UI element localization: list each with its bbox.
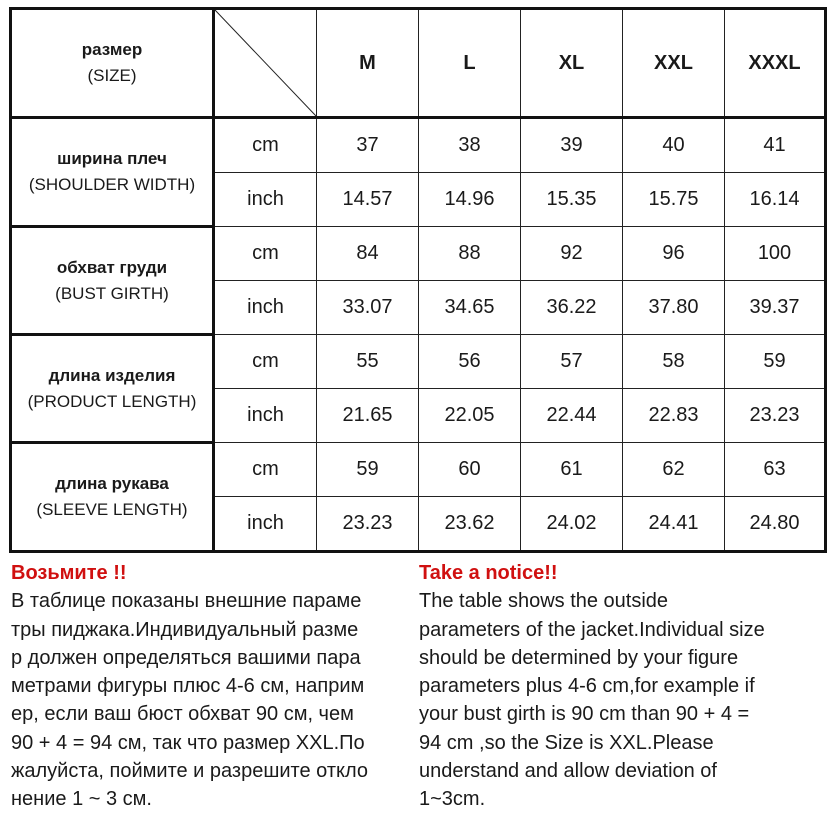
value-cell: 33.07 bbox=[317, 281, 419, 335]
value-cell: 59 bbox=[725, 335, 826, 389]
value-cell: 92 bbox=[521, 227, 623, 281]
unit-cell: cm bbox=[214, 227, 317, 281]
value-cell: 63 bbox=[725, 443, 826, 497]
measurement-name-ru: длина изделия bbox=[48, 365, 176, 385]
value-cell: 100 bbox=[725, 227, 826, 281]
value-cell: 59 bbox=[317, 443, 419, 497]
notice-ru-line: ер, если ваш бюст обхват 90 см, чем bbox=[11, 703, 354, 726]
value-cell: 40 bbox=[623, 118, 725, 173]
measurement-name-ru: длина рукава bbox=[55, 474, 169, 493]
notice-en-title: Take a notice!! bbox=[419, 562, 558, 584]
unit-cell: inch bbox=[214, 497, 317, 552]
notice-en-line: 1~3cm. bbox=[419, 788, 486, 811]
unit-cell: cm bbox=[214, 443, 317, 497]
table-row bbox=[11, 443, 826, 497]
value-cell: 14.57 bbox=[317, 173, 419, 227]
table-row bbox=[11, 118, 826, 173]
value-cell: 58 bbox=[623, 335, 725, 389]
value-cell: 62 bbox=[623, 443, 725, 497]
notice-en-line: understand and allow deviation of bbox=[419, 760, 717, 783]
value-cell: 56 bbox=[419, 335, 521, 389]
size-header-xxxl: XXXL bbox=[725, 9, 826, 118]
notice-ru-line: 90 + 4 = 94 см, так что размер XXL.По bbox=[11, 731, 365, 754]
value-cell: 15.75 bbox=[623, 173, 725, 227]
value-cell: 34.65 bbox=[419, 281, 521, 335]
value-cell: 23.23 bbox=[725, 389, 826, 443]
value-cell: 23.23 bbox=[317, 497, 419, 552]
notice-ru-title: Возьмите !! bbox=[11, 562, 127, 584]
notice-en-line: parameters plus 4-6 cm,for example if bbox=[419, 675, 755, 698]
notice-ru-line: р должен определяться вашими пара bbox=[11, 646, 361, 669]
notice-ru-line: метрами фигуры плюс 4-6 см, наприм bbox=[11, 675, 365, 698]
notice-ru-line: тры пиджака.Индивидуальный разме bbox=[11, 618, 359, 641]
value-cell: 24.80 bbox=[725, 497, 826, 552]
value-cell: 36.22 bbox=[521, 281, 623, 335]
measurement-name-cell bbox=[11, 335, 214, 443]
notice-en-line: should be determined by your figure bbox=[419, 646, 739, 669]
value-cell: 22.44 bbox=[521, 389, 623, 443]
value-cell: 24.41 bbox=[623, 497, 725, 552]
notice-en-line: The table shows the outside bbox=[419, 590, 669, 613]
value-cell: 37.80 bbox=[623, 281, 725, 335]
measurement-name-en: (PRODUCT LENGTH) bbox=[27, 391, 197, 411]
notice-ru-line: В таблице показаны внешние параме bbox=[11, 590, 362, 613]
measurement-name-cell bbox=[11, 118, 214, 227]
size-label-en: (SIZE) bbox=[87, 66, 137, 85]
measurement-name-cell bbox=[11, 443, 214, 552]
value-cell: 39.37 bbox=[725, 281, 826, 335]
value-cell: 37 bbox=[317, 118, 419, 173]
size-header-l: L bbox=[419, 9, 521, 118]
size-label-ru: размер bbox=[81, 40, 143, 59]
value-cell: 16.14 bbox=[725, 173, 826, 227]
measurement-name-ru: ширина плеч bbox=[57, 149, 167, 168]
unit-cell: inch bbox=[214, 281, 317, 335]
notice-ru-line: жалуйста, поймите и разрешите откло bbox=[11, 760, 369, 783]
diagonal-line bbox=[215, 10, 316, 116]
table-row bbox=[11, 335, 826, 389]
value-cell: 21.65 bbox=[317, 389, 419, 443]
value-cell: 41 bbox=[725, 118, 826, 173]
size-chart-table bbox=[9, 7, 827, 553]
unit-cell: cm bbox=[214, 335, 317, 389]
measurement-name-cell bbox=[11, 227, 214, 335]
notice-en-line: your bust girth is 90 cm than 90 + 4 = bbox=[419, 703, 750, 726]
notice-en bbox=[419, 559, 824, 814]
value-cell: 38 bbox=[419, 118, 521, 173]
diagonal-corner-cell bbox=[214, 9, 317, 118]
notice-en-line: 94 cm ,so the Size is XXL.Please bbox=[419, 731, 714, 754]
value-cell: 57 bbox=[521, 335, 623, 389]
value-cell: 96 bbox=[623, 227, 725, 281]
notice-ru-line: нение 1 ~ 3 см. bbox=[11, 788, 152, 811]
value-cell: 55 bbox=[317, 335, 419, 389]
measurement-name-en: (SHOULDER WIDTH) bbox=[28, 175, 196, 194]
value-cell: 60 bbox=[419, 443, 521, 497]
size-header-xl: XL bbox=[521, 9, 623, 118]
value-cell: 15.35 bbox=[521, 173, 623, 227]
value-cell: 88 bbox=[419, 227, 521, 281]
notice-ru bbox=[11, 559, 411, 814]
value-cell: 22.05 bbox=[419, 389, 521, 443]
measurement-name-en: (SLEEVE LENGTH) bbox=[36, 500, 188, 519]
notice-en-line: parameters of the jacket.Individual size bbox=[419, 618, 765, 641]
unit-cell: inch bbox=[214, 173, 317, 227]
table-row bbox=[11, 227, 826, 281]
measurement-name-ru: обхват груди bbox=[56, 257, 168, 277]
unit-cell: inch bbox=[214, 389, 317, 443]
value-cell: 24.02 bbox=[521, 497, 623, 552]
size-header-xxl: XXL bbox=[623, 9, 725, 118]
size-header-m: M bbox=[317, 9, 419, 118]
value-cell: 39 bbox=[521, 118, 623, 173]
value-cell: 23.62 bbox=[419, 497, 521, 552]
value-cell: 84 bbox=[317, 227, 419, 281]
unit-cell: cm bbox=[214, 118, 317, 173]
value-cell: 61 bbox=[521, 443, 623, 497]
measurement-name-en: (BUST GIRTH) bbox=[55, 283, 169, 303]
size-label-cell bbox=[11, 9, 214, 118]
value-cell: 14.96 bbox=[419, 173, 521, 227]
value-cell: 22.83 bbox=[623, 389, 725, 443]
header-row bbox=[11, 9, 826, 118]
